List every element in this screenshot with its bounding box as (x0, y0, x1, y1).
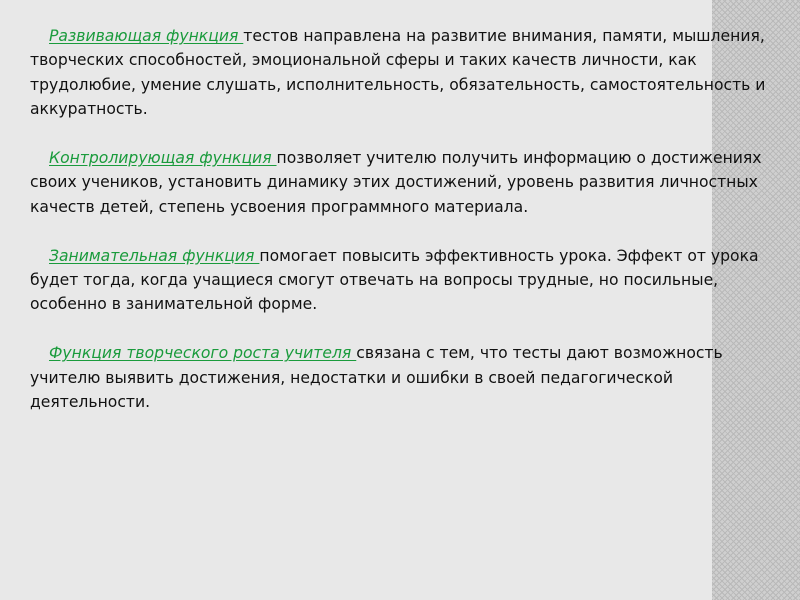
slide-content (30, 24, 770, 439)
paragraph-text: тестов направлена на развитие внимания, памяти, мышления, творческих способностей, эмоциональной сферы и таких качеств личности, как трудолюбие, умение слушать, исполнительность, обязательность, самостоятельность и аккуратность. (30, 27, 766, 119)
paragraph-text: связана с тем, что тесты дают возможность учителю выявить достижения, недостатки и ошибки в своей педагогической деятельности. (30, 344, 723, 412)
paragraph-teacher-growth-function (30, 341, 770, 414)
term-entertaining-function: Занимательная функция (49, 246, 260, 265)
term-developing-function: Развивающая функция (49, 27, 244, 45)
paragraph-text: помогает повысить эффективность урока. Эффект от урока будет тогда, когда учащиеся смогут отвечать на вопросы трудные, но посильные, особенно в занимательной форме. (30, 246, 759, 314)
paragraph-entertaining-function (30, 244, 770, 317)
term-controlling-function: Контролирующая функция (49, 149, 277, 168)
term-teacher-growth-function: Функция творческого роста учителя (49, 344, 357, 363)
paragraph-text: позволяет учителю получить информацию о достижениях своих учеников, установить динамику этих достижений, уровень развития личностных качеств детей, степень усвоения программного материала. (30, 149, 762, 216)
paragraph-controlling-function (30, 146, 770, 219)
paragraph-developing-function (30, 24, 770, 122)
